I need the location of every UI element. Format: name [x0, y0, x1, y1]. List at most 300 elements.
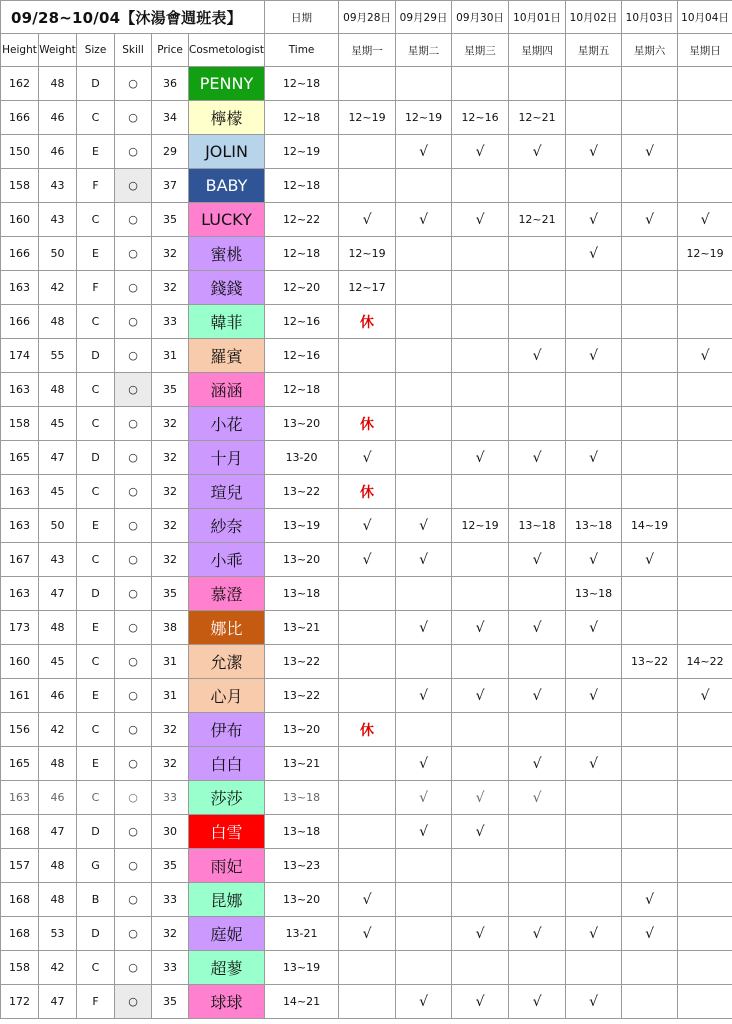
- day-cell-4: [566, 305, 622, 339]
- day-cell-1: √: [396, 543, 452, 577]
- day-cell-1: [396, 67, 452, 101]
- cell-price: 31: [152, 679, 189, 713]
- day-cell-0: [339, 645, 396, 679]
- schedule-title: 09/28~10/04【沐湯會週班表】: [1, 1, 265, 34]
- cell-size: D: [77, 441, 115, 475]
- day-cell-5: √: [622, 883, 678, 917]
- day-cell-2: [452, 747, 509, 781]
- cosmetologist-name: 涵涵: [189, 373, 265, 407]
- day-cell-2: [452, 407, 509, 441]
- day-cell-3: [509, 169, 566, 203]
- cell-weight: 47: [39, 441, 77, 475]
- day-cell-3: √: [509, 543, 566, 577]
- day-cell-4: √: [566, 441, 622, 475]
- day-cell-3: [509, 237, 566, 271]
- cell-height: 163: [1, 271, 39, 305]
- day-cell-4: [566, 475, 622, 509]
- cell-price: 32: [152, 475, 189, 509]
- staff-row: [1, 543, 732, 577]
- day-cell-5: [622, 679, 678, 713]
- day-cell-5: [622, 611, 678, 645]
- cosmetologist-name: 蜜桃: [189, 237, 265, 271]
- cosmetologist-name: 庭妮: [189, 917, 265, 951]
- date-header-5: 10月03日: [622, 1, 678, 34]
- cosmetologist-name: 小花: [189, 407, 265, 441]
- day-cell-6: [678, 815, 732, 849]
- day-cell-5: [622, 475, 678, 509]
- cosmetologist-name: 雨妃: [189, 849, 265, 883]
- cell-size: C: [77, 645, 115, 679]
- day-cell-1: [396, 271, 452, 305]
- day-cell-4: √: [566, 237, 622, 271]
- day-cell-3: [509, 271, 566, 305]
- day-cell-1: [396, 645, 452, 679]
- day-cell-5: [622, 373, 678, 407]
- cell-weight: 42: [39, 713, 77, 747]
- cell-size: C: [77, 781, 115, 815]
- cell-skill: ○: [115, 373, 152, 407]
- date-header-label: 日期: [265, 1, 339, 34]
- day-cell-1: [396, 339, 452, 373]
- day-cell-2: [452, 645, 509, 679]
- day-cell-1: [396, 373, 452, 407]
- cosmetologist-name: 檸檬: [189, 101, 265, 135]
- day-cell-1: √: [396, 611, 452, 645]
- staff-row: [1, 611, 732, 645]
- title-row: [1, 1, 732, 34]
- cell-size: E: [77, 679, 115, 713]
- cell-weight: 50: [39, 237, 77, 271]
- day-cell-2: [452, 339, 509, 373]
- day-cell-0: [339, 781, 396, 815]
- staff-row: [1, 883, 732, 917]
- cosmetologist-name: PENNY: [189, 67, 265, 101]
- cell-height: 165: [1, 747, 39, 781]
- cell-time: 12~18: [265, 101, 339, 135]
- staff-row: [1, 475, 732, 509]
- day-cell-5: [622, 407, 678, 441]
- cell-price: 35: [152, 985, 189, 1019]
- cosmetologist-name: 心月: [189, 679, 265, 713]
- staff-row: [1, 67, 732, 101]
- cell-skill: ○: [115, 305, 152, 339]
- day-cell-4: √: [566, 679, 622, 713]
- day-cell-5: [622, 441, 678, 475]
- day-cell-6: [678, 985, 732, 1019]
- day-cell-3: √: [509, 441, 566, 475]
- day-cell-1: [396, 237, 452, 271]
- day-cell-2: √: [452, 815, 509, 849]
- cell-size: C: [77, 101, 115, 135]
- day-cell-4: [566, 67, 622, 101]
- cell-price: 32: [152, 509, 189, 543]
- staff-row: [1, 237, 732, 271]
- day-cell-2: √: [452, 135, 509, 169]
- staff-row: [1, 577, 732, 611]
- day-cell-4: [566, 645, 622, 679]
- weekday-header-5: 星期六: [622, 34, 678, 67]
- day-cell-4: √: [566, 747, 622, 781]
- date-header-1: 09月29日: [396, 1, 452, 34]
- cell-time: 12~18: [265, 169, 339, 203]
- cell-skill: ○: [115, 645, 152, 679]
- day-cell-5: [622, 67, 678, 101]
- cell-height: 158: [1, 169, 39, 203]
- day-cell-2: [452, 271, 509, 305]
- day-cell-2: [452, 475, 509, 509]
- cell-weight: 47: [39, 815, 77, 849]
- cell-weight: 43: [39, 203, 77, 237]
- cell-price: 32: [152, 917, 189, 951]
- cell-weight: 55: [39, 339, 77, 373]
- day-cell-0: [339, 747, 396, 781]
- staff-row: [1, 951, 732, 985]
- cell-time: 13~20: [265, 883, 339, 917]
- cell-height: 163: [1, 509, 39, 543]
- cell-skill: ○: [115, 203, 152, 237]
- day-cell-0: 休: [339, 713, 396, 747]
- day-cell-0: 12~19: [339, 101, 396, 135]
- cell-skill: ○: [115, 543, 152, 577]
- cell-time: 13~18: [265, 781, 339, 815]
- cell-time: 12~22: [265, 203, 339, 237]
- day-cell-0: 12~17: [339, 271, 396, 305]
- day-cell-6: [678, 441, 732, 475]
- cell-height: 173: [1, 611, 39, 645]
- staff-row: [1, 169, 732, 203]
- day-cell-2: [452, 67, 509, 101]
- cell-weight: 47: [39, 985, 77, 1019]
- day-cell-1: √: [396, 985, 452, 1019]
- cell-size: E: [77, 747, 115, 781]
- column-header-weight: Weight: [39, 34, 77, 67]
- cell-skill: ○: [115, 101, 152, 135]
- cell-time: 12~18: [265, 373, 339, 407]
- cell-price: 35: [152, 849, 189, 883]
- cell-size: F: [77, 271, 115, 305]
- day-cell-6: √: [678, 339, 732, 373]
- day-cell-1: [396, 713, 452, 747]
- day-cell-4: √: [566, 339, 622, 373]
- cell-size: D: [77, 577, 115, 611]
- weekday-header-4: 星期五: [566, 34, 622, 67]
- cell-time: 13~23: [265, 849, 339, 883]
- date-header-0: 09月28日: [339, 1, 396, 34]
- cell-weight: 45: [39, 475, 77, 509]
- day-cell-5: [622, 101, 678, 135]
- cell-skill: ○: [115, 475, 152, 509]
- cell-skill: ○: [115, 883, 152, 917]
- day-cell-2: [452, 237, 509, 271]
- day-cell-3: [509, 713, 566, 747]
- cell-size: E: [77, 509, 115, 543]
- cosmetologist-name: 允潔: [189, 645, 265, 679]
- day-cell-3: √: [509, 985, 566, 1019]
- day-cell-4: √: [566, 917, 622, 951]
- day-cell-2: 12~16: [452, 101, 509, 135]
- day-cell-5: 14~19: [622, 509, 678, 543]
- day-cell-5: [622, 985, 678, 1019]
- cell-time: 13~19: [265, 951, 339, 985]
- day-cell-0: [339, 679, 396, 713]
- staff-row: [1, 441, 732, 475]
- day-cell-3: [509, 815, 566, 849]
- day-cell-4: √: [566, 985, 622, 1019]
- cell-time: 13-21: [265, 917, 339, 951]
- day-cell-3: √: [509, 679, 566, 713]
- cell-size: F: [77, 985, 115, 1019]
- staff-row: [1, 985, 732, 1019]
- day-cell-4: [566, 883, 622, 917]
- day-cell-1: √: [396, 135, 452, 169]
- day-cell-1: [396, 951, 452, 985]
- schedule-body: [1, 1, 732, 1019]
- cell-time: 12~19: [265, 135, 339, 169]
- day-cell-2: √: [452, 441, 509, 475]
- cosmetologist-name: 小乖: [189, 543, 265, 577]
- cell-time: 12~18: [265, 237, 339, 271]
- cell-skill: ○: [115, 815, 152, 849]
- cell-weight: 48: [39, 67, 77, 101]
- cell-skill: ○: [115, 985, 152, 1019]
- cell-weight: 42: [39, 951, 77, 985]
- day-cell-0: 休: [339, 305, 396, 339]
- staff-row: [1, 373, 732, 407]
- day-cell-6: [678, 713, 732, 747]
- cell-price: 31: [152, 339, 189, 373]
- cell-height: 166: [1, 305, 39, 339]
- column-header-size: Size: [77, 34, 115, 67]
- weekday-header-6: 星期日: [678, 34, 732, 67]
- cell-time: 13~22: [265, 645, 339, 679]
- day-cell-5: [622, 577, 678, 611]
- cell-size: E: [77, 237, 115, 271]
- cosmetologist-name: LUCKY: [189, 203, 265, 237]
- cell-size: D: [77, 917, 115, 951]
- cell-weight: 48: [39, 373, 77, 407]
- day-cell-3: [509, 305, 566, 339]
- day-cell-6: 12~19: [678, 237, 732, 271]
- cell-height: 156: [1, 713, 39, 747]
- cell-skill: ○: [115, 781, 152, 815]
- cell-size: D: [77, 815, 115, 849]
- cell-skill: ○: [115, 237, 152, 271]
- day-cell-2: [452, 713, 509, 747]
- staff-row: [1, 917, 732, 951]
- cell-skill: ○: [115, 951, 152, 985]
- weekday-header-3: 星期四: [509, 34, 566, 67]
- cell-skill: ○: [115, 577, 152, 611]
- cell-weight: 48: [39, 849, 77, 883]
- column-header-height: Height: [1, 34, 39, 67]
- cell-price: 33: [152, 951, 189, 985]
- cell-weight: 48: [39, 305, 77, 339]
- day-cell-6: [678, 577, 732, 611]
- day-cell-5: [622, 339, 678, 373]
- cell-height: 172: [1, 985, 39, 1019]
- day-cell-6: [678, 67, 732, 101]
- day-cell-4: √: [566, 543, 622, 577]
- cell-time: 14~21: [265, 985, 339, 1019]
- day-cell-0: [339, 611, 396, 645]
- cell-time: 13~20: [265, 407, 339, 441]
- cell-time: 12~18: [265, 67, 339, 101]
- cell-skill: ○: [115, 917, 152, 951]
- cosmetologist-name: 莎莎: [189, 781, 265, 815]
- day-cell-0: √: [339, 917, 396, 951]
- column-header-row: [1, 34, 732, 67]
- day-cell-6: [678, 135, 732, 169]
- cell-price: 32: [152, 271, 189, 305]
- day-cell-1: √: [396, 679, 452, 713]
- day-cell-1: [396, 169, 452, 203]
- day-cell-2: √: [452, 679, 509, 713]
- cell-size: D: [77, 339, 115, 373]
- day-cell-0: √: [339, 441, 396, 475]
- date-header-2: 09月30日: [452, 1, 509, 34]
- cosmetologist-name: BABY: [189, 169, 265, 203]
- cell-price: 37: [152, 169, 189, 203]
- day-cell-0: [339, 577, 396, 611]
- cell-skill: ○: [115, 407, 152, 441]
- day-cell-2: [452, 951, 509, 985]
- day-cell-0: √: [339, 883, 396, 917]
- day-cell-6: [678, 305, 732, 339]
- staff-row: [1, 339, 732, 373]
- day-cell-6: [678, 509, 732, 543]
- day-cell-3: [509, 373, 566, 407]
- day-cell-6: [678, 475, 732, 509]
- day-cell-2: [452, 543, 509, 577]
- cosmetologist-name: 球球: [189, 985, 265, 1019]
- cell-time: 12~20: [265, 271, 339, 305]
- cell-time: 13-20: [265, 441, 339, 475]
- day-cell-4: √: [566, 203, 622, 237]
- day-cell-2: √: [452, 203, 509, 237]
- cell-skill: ○: [115, 747, 152, 781]
- day-cell-4: [566, 951, 622, 985]
- day-cell-3: √: [509, 611, 566, 645]
- day-cell-3: [509, 951, 566, 985]
- cell-size: B: [77, 883, 115, 917]
- cell-time: 13~21: [265, 747, 339, 781]
- day-cell-1: 12~19: [396, 101, 452, 135]
- day-cell-4: 13~18: [566, 509, 622, 543]
- date-header-6: 10月04日: [678, 1, 732, 34]
- cell-weight: 47: [39, 577, 77, 611]
- day-cell-6: [678, 917, 732, 951]
- cell-height: 163: [1, 373, 39, 407]
- day-cell-6: √: [678, 203, 732, 237]
- cell-time: 13~20: [265, 713, 339, 747]
- cell-height: 157: [1, 849, 39, 883]
- day-cell-3: √: [509, 339, 566, 373]
- day-cell-6: √: [678, 679, 732, 713]
- day-cell-2: [452, 849, 509, 883]
- day-cell-6: [678, 849, 732, 883]
- cell-size: C: [77, 407, 115, 441]
- cell-time: 13~20: [265, 543, 339, 577]
- day-cell-5: [622, 237, 678, 271]
- cell-height: 163: [1, 475, 39, 509]
- cell-skill: ○: [115, 67, 152, 101]
- day-cell-5: [622, 849, 678, 883]
- staff-row: [1, 271, 732, 305]
- cell-time: 13~22: [265, 475, 339, 509]
- day-cell-3: 13~18: [509, 509, 566, 543]
- cell-size: C: [77, 543, 115, 577]
- day-cell-5: [622, 169, 678, 203]
- cell-price: 36: [152, 67, 189, 101]
- day-cell-4: √: [566, 135, 622, 169]
- cell-price: 29: [152, 135, 189, 169]
- day-cell-6: [678, 169, 732, 203]
- day-cell-5: √: [622, 135, 678, 169]
- day-cell-4: [566, 101, 622, 135]
- day-cell-3: [509, 475, 566, 509]
- day-cell-4: [566, 849, 622, 883]
- day-cell-6: [678, 373, 732, 407]
- day-cell-1: [396, 407, 452, 441]
- staff-row: [1, 135, 732, 169]
- cell-height: 150: [1, 135, 39, 169]
- cell-time: 13~22: [265, 679, 339, 713]
- day-cell-0: [339, 985, 396, 1019]
- cosmetologist-name: 羅賓: [189, 339, 265, 373]
- cell-price: 32: [152, 441, 189, 475]
- day-cell-4: [566, 781, 622, 815]
- cell-height: 166: [1, 237, 39, 271]
- day-cell-5: [622, 305, 678, 339]
- cosmetologist-name: 瑄兒: [189, 475, 265, 509]
- staff-row: [1, 815, 732, 849]
- cell-skill: ○: [115, 713, 152, 747]
- day-cell-0: √: [339, 509, 396, 543]
- cell-skill: ○: [115, 849, 152, 883]
- cell-weight: 43: [39, 543, 77, 577]
- cell-weight: 45: [39, 645, 77, 679]
- staff-row: [1, 407, 732, 441]
- cell-price: 32: [152, 407, 189, 441]
- day-cell-3: [509, 407, 566, 441]
- cosmetologist-name: 韓菲: [189, 305, 265, 339]
- cell-price: 35: [152, 577, 189, 611]
- cell-price: 32: [152, 237, 189, 271]
- day-cell-0: [339, 373, 396, 407]
- cell-price: 34: [152, 101, 189, 135]
- day-cell-1: [396, 917, 452, 951]
- day-cell-5: [622, 271, 678, 305]
- day-cell-2: [452, 883, 509, 917]
- cell-price: 38: [152, 611, 189, 645]
- day-cell-2: [452, 373, 509, 407]
- staff-row: [1, 509, 732, 543]
- cosmetologist-name: 紗奈: [189, 509, 265, 543]
- cell-time: 13~19: [265, 509, 339, 543]
- day-cell-5: [622, 815, 678, 849]
- cell-price: 35: [152, 203, 189, 237]
- cell-size: G: [77, 849, 115, 883]
- day-cell-5: √: [622, 203, 678, 237]
- day-cell-3: √: [509, 747, 566, 781]
- cell-price: 33: [152, 781, 189, 815]
- day-cell-3: [509, 577, 566, 611]
- day-cell-6: [678, 101, 732, 135]
- cell-time: 12~16: [265, 305, 339, 339]
- cell-weight: 46: [39, 101, 77, 135]
- day-cell-1: [396, 441, 452, 475]
- cell-weight: 43: [39, 169, 77, 203]
